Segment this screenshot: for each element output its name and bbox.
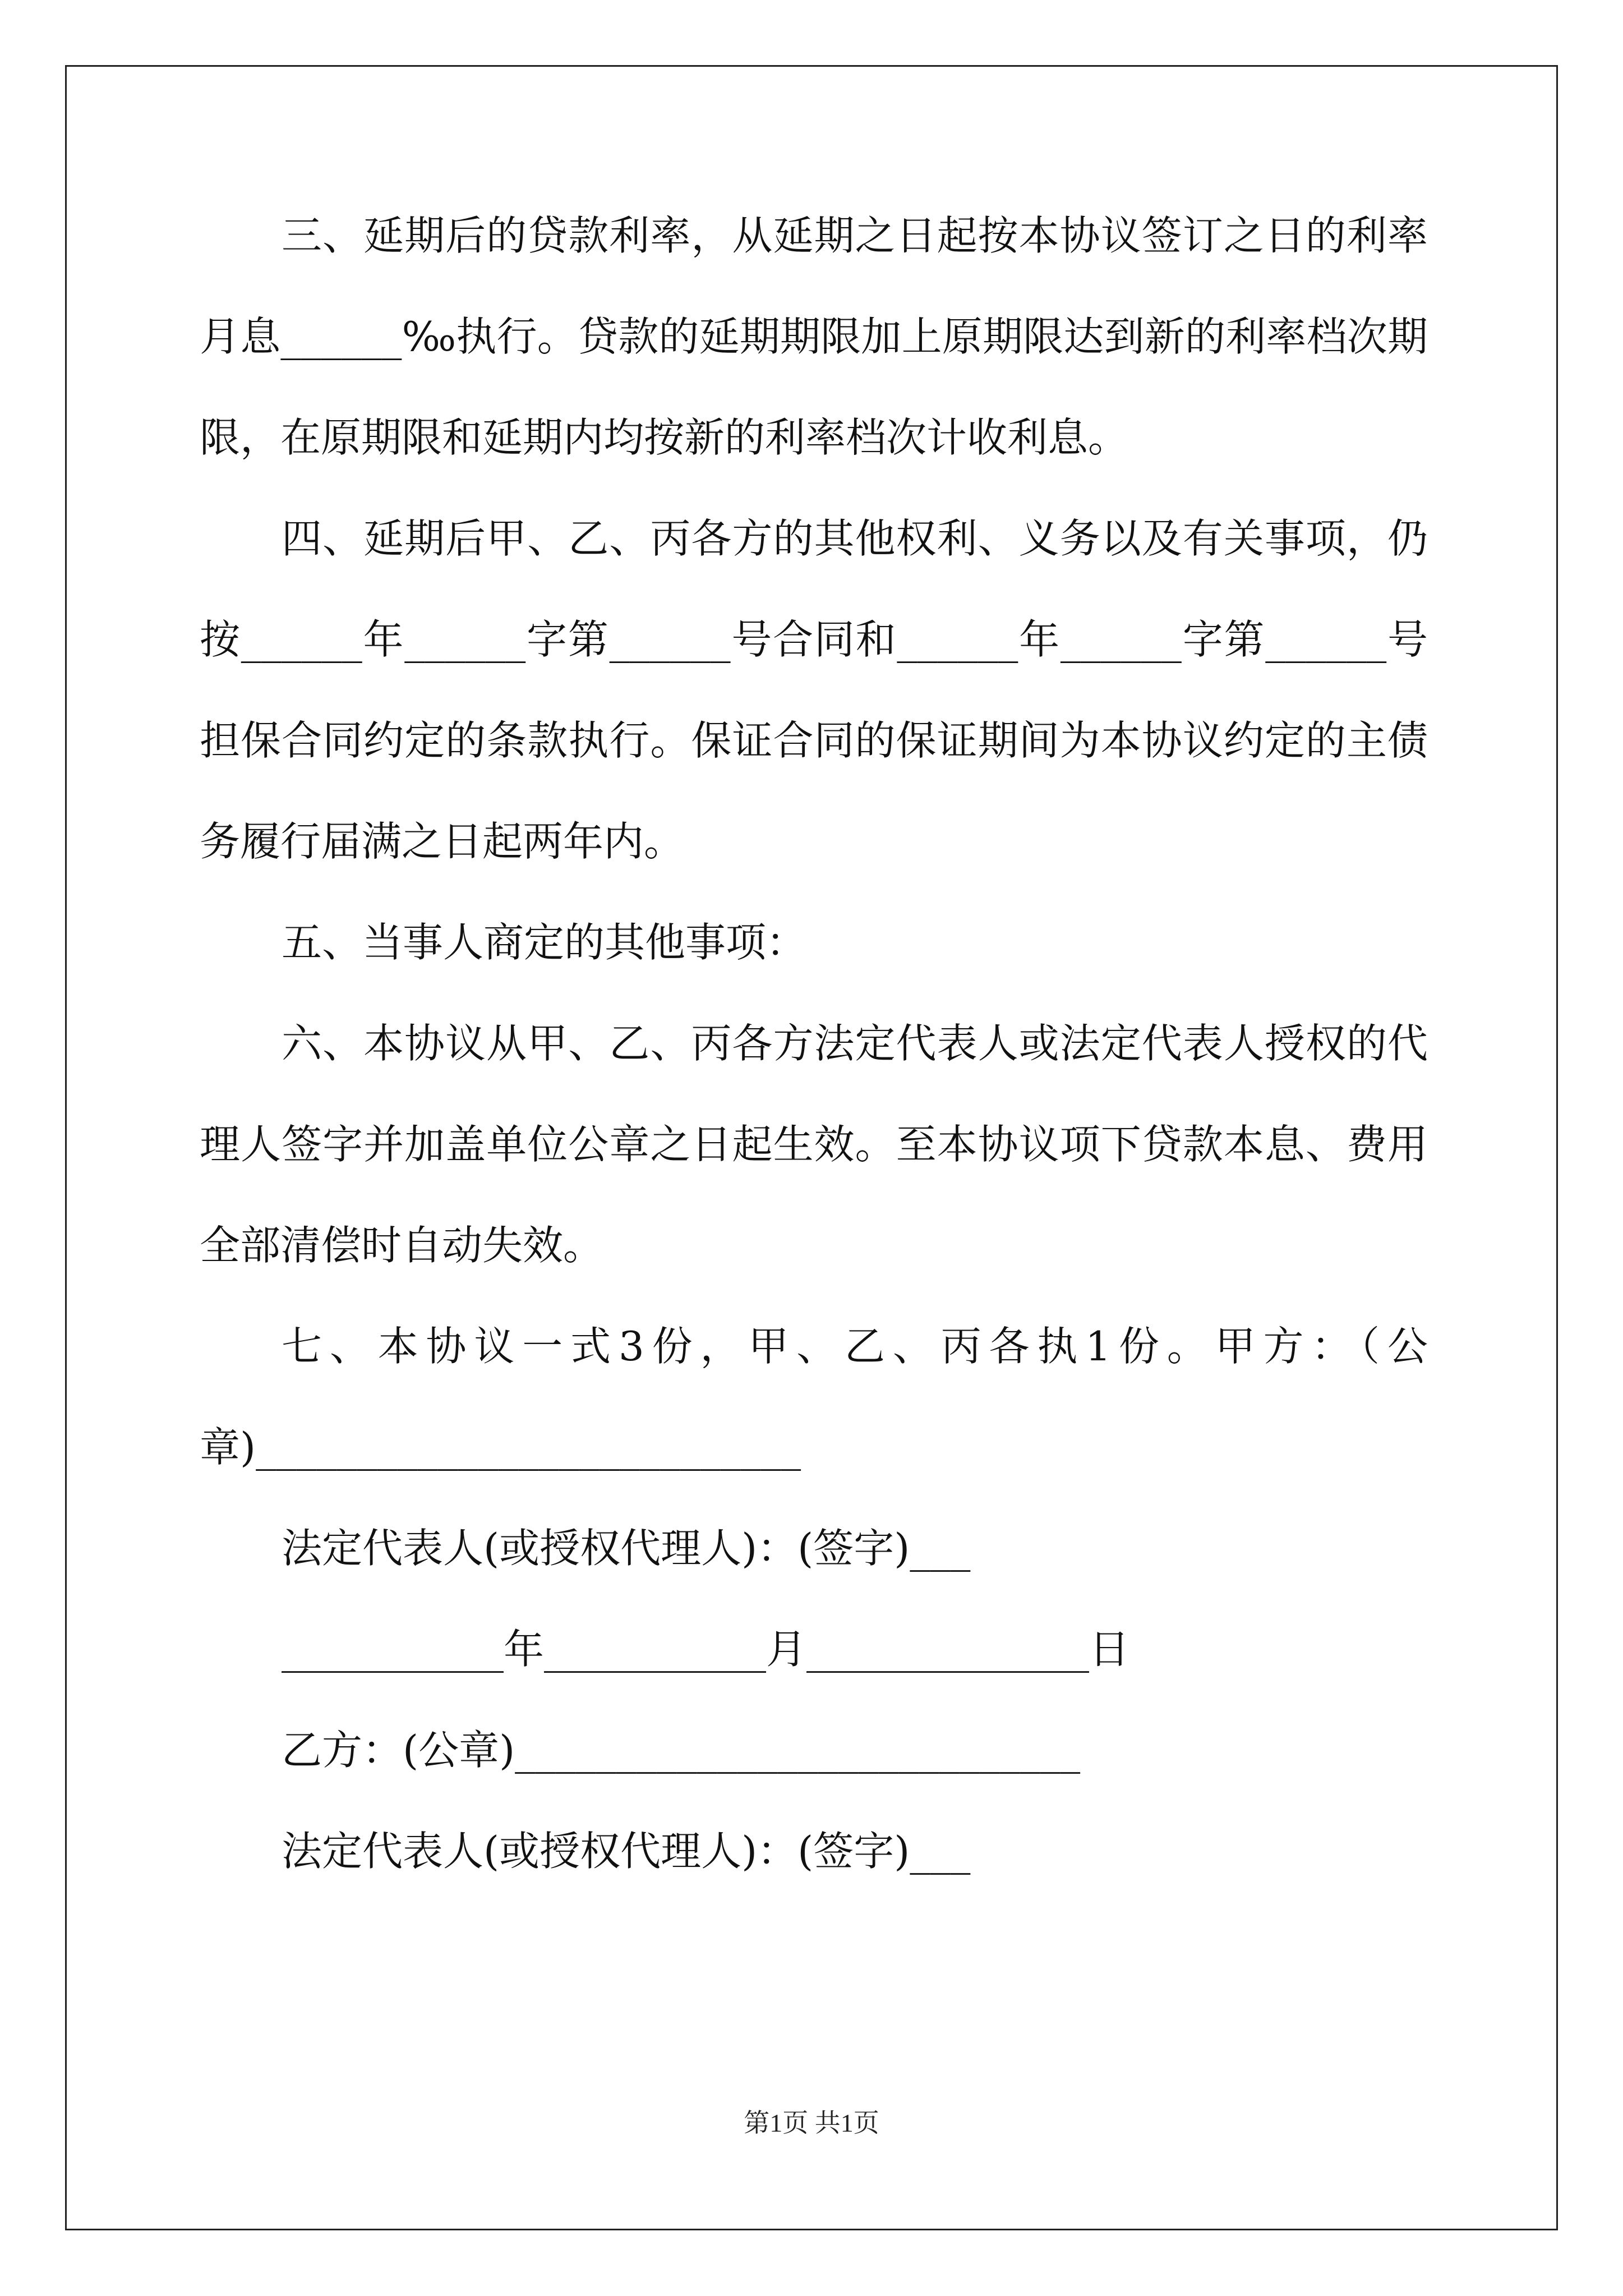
date-line: ___________年___________月______________日 <box>282 1626 1129 1673</box>
clause-3-line-3: 限，在原期限和延期内均按新的利率档次计收利息。 <box>200 414 1129 461</box>
party-b-seal-line: 乙方：(公章)____________________________ <box>282 1727 1081 1774</box>
clause-6-line-2: 理人签字并加盖单位公章之日起生效。至本协议项下贷款本息、费用 <box>200 1121 1428 1168</box>
party-a-seal-line: 章)___________________________ <box>200 1424 801 1471</box>
clause-6-line-1: 六、本协议从甲、乙、丙各方法定代表人或法定代表人授权的代 <box>282 1020 1428 1067</box>
clause-6-line-3: 全部清偿时自动失效。 <box>200 1222 604 1269</box>
clause-3-line-1: 三、延期后的贷款利率，从延期之日起按本协议签订之日的利率 <box>282 212 1428 259</box>
clause-4-line-3: 担保合同约定的条款执行。保证合同的保证期间为本协议约定的主债 <box>200 717 1428 764</box>
party-b-representative-line: 法定代表人(或授权代理人)：(签字)___ <box>282 1828 971 1875</box>
clause-5-line-1: 五、当事人商定的其他事项： <box>282 919 807 966</box>
clause-4-line-1: 四、延期后甲、乙、丙各方的其他权利、义务以及有关事项，仍 <box>282 515 1428 562</box>
clause-4-line-2: 按______年______字第______号合同和______年______字第______号 <box>200 616 1428 663</box>
clause-4-line-4: 务履行届满之日起两年内。 <box>200 818 685 865</box>
party-a-representative-line: 法定代表人(或授权代理人)：(签字)___ <box>282 1525 971 1572</box>
page-number: 第1页 共1页 <box>744 2109 879 2137</box>
clause-3-line-2: 月息______‰执行。贷款的延期期限加上原期限达到新的利率档次期 <box>200 313 1428 360</box>
clause-7-line-1: 七、本协议一式3份，甲、乙、丙各执1份。甲方：（公 <box>282 1323 1428 1370</box>
